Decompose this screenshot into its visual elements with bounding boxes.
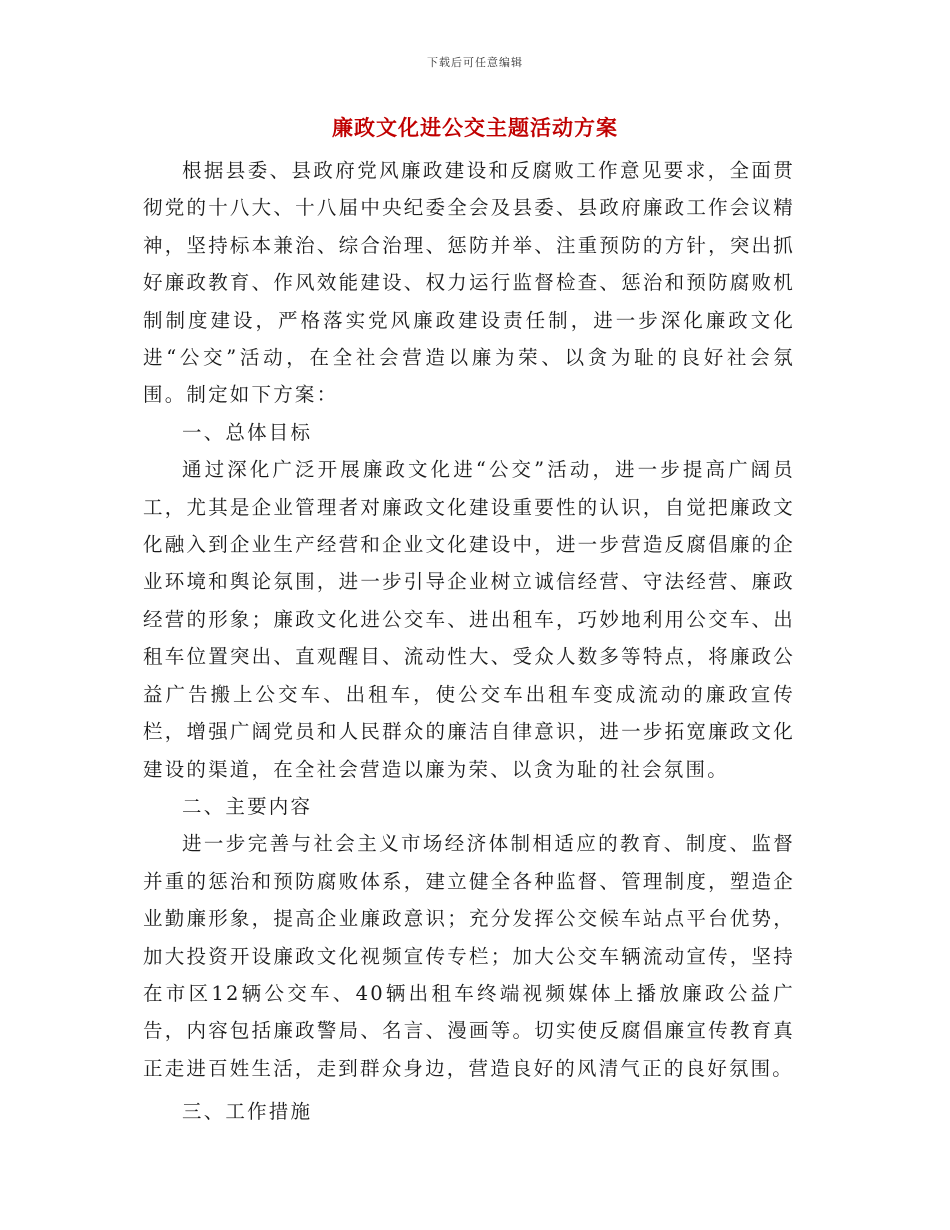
document-body	[143, 152, 795, 1131]
section-heading-1: 一、总体目标	[182, 420, 313, 444]
header-note: 下载后可任意编辑	[427, 56, 523, 69]
document-title: 廉政文化进公交主题活动方案	[332, 115, 618, 140]
section-heading-3: 三、工作措施	[182, 1100, 313, 1124]
section-body-2: 进一步完善与社会主义市场经济体制相适应的教育、制度、监督并重的惩治和预防腐败体系，建立健全各种监督、管理制度，塑造企业勤廉形象，提高企业廉政意识；充分发挥公交候车站点平台优势，加大投资开设廉政文化视频宣传专栏；加大公交车辆流动宣传，坚持在市区12辆公交车、40辆出租车终端视频媒体上播放廉政公益广告，内容包括廉政警局、名言、漫画等。切实使反腐倡廉宣传教育真正走进百姓生活，走到群众身边，营造良好的风清气正的良好氛围。	[143, 832, 795, 1080]
intro-paragraph: 根据县委、县政府党风廉政建设和反腐败工作意见要求，全面贯彻党的十八大、十八届中央纪委全会及县委、县政府廉政工作会议精神，坚持标本兼治、综合治理、惩防并举、注重预防的方针，突出抓好廉政教育、作风效能建设、权力运行监督检查、惩治和预防腐败机制制度建设，严格落实党风廉政建设责任制，进一步深化廉政文化进“公交”活动，在全社会营造以廉为荣、以贪为耻的良好社会氛围。制定如下方案：	[143, 159, 795, 407]
section-heading-2: 二、主要内容	[182, 794, 313, 818]
section-body-1: 通过深化广泛开展廉政文化进“公交”活动，进一步提高广阔员工，尤其是企业管理者对廉政文化建设重要性的认识，自觉把廉政文化融入到企业生产经营和企业文化建设中，进一步营造反腐倡廉的企业环境和舆论氛围，进一步引导企业树立诚信经营、守法经营、廉政经营的形象；廉政文化进公交车、进出租车，巧妙地利用公交车、出租车位置突出、直观醒目、流动性大、受众人数多等特点，将廉政公益广告搬上公交车、出租车，使公交车出租车变成流动的廉政宣传栏，增强广阔党员和人民群众的廉洁自律意识，进一步拓宽廉政文化建设的渠道，在全社会营造以廉为荣、以贪为耻的社会氛围。	[143, 458, 795, 781]
